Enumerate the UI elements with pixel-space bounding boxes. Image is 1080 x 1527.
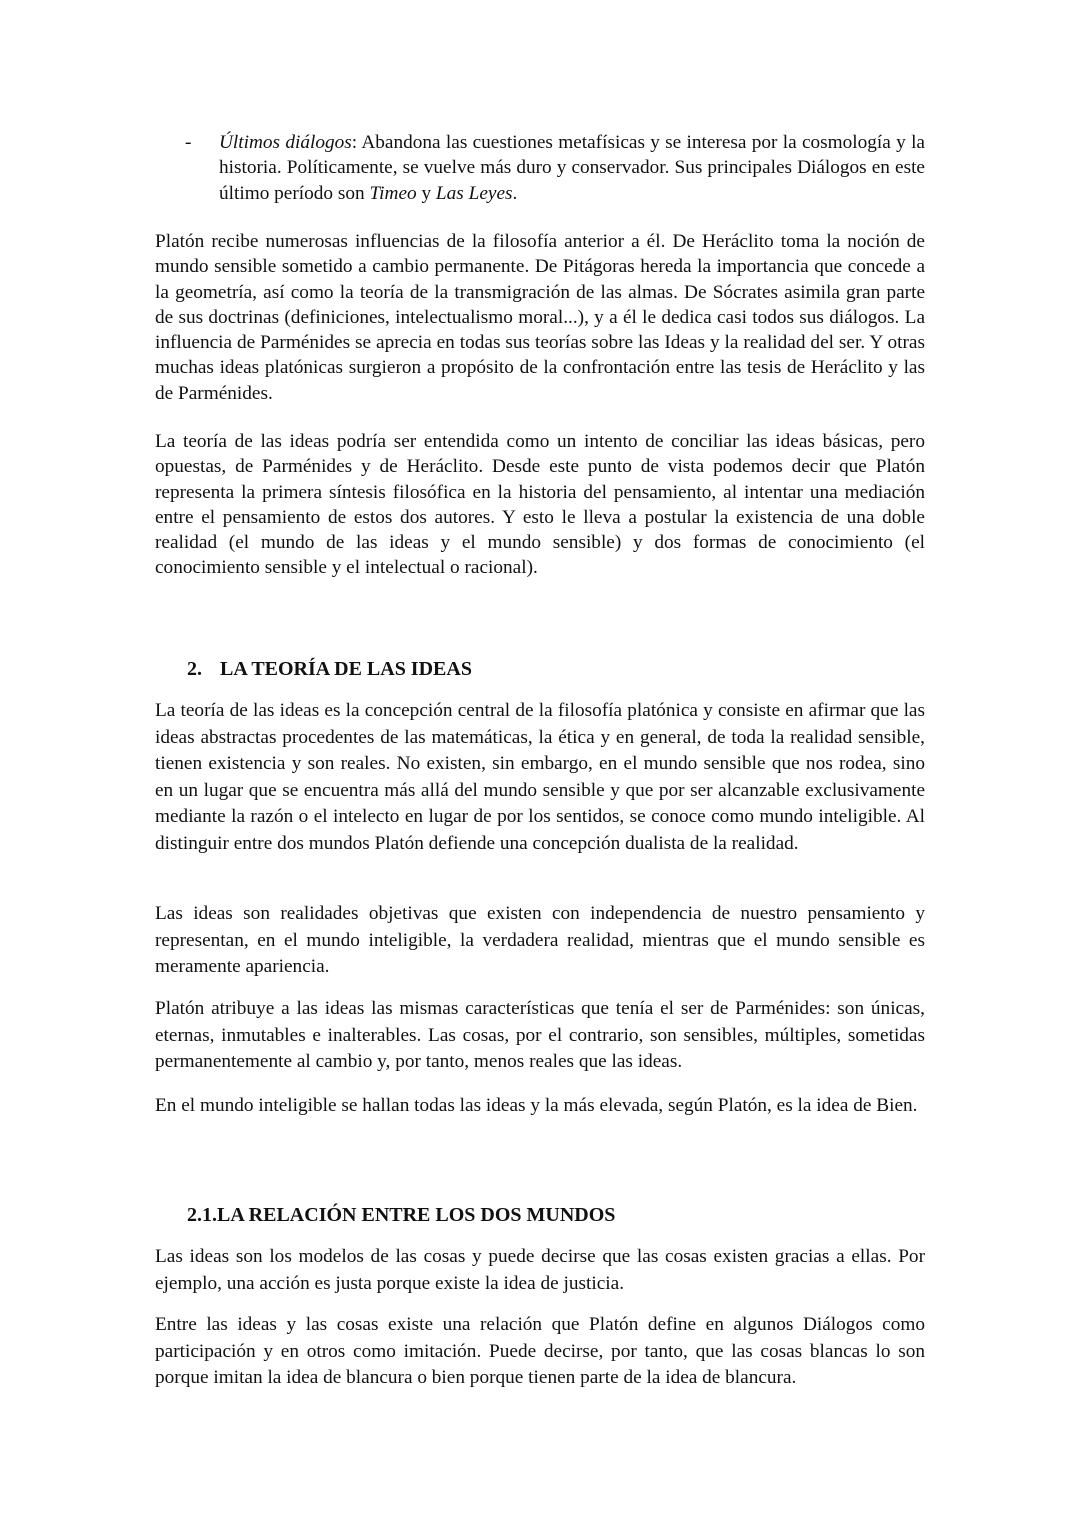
paragraph-influences: Platón recibe numerosas influencias de la filosofía anterior a él. De Heráclito toma la noción de mundo sensible sometido a cambio permanente. De Pitágoras hereda la importancia que concede a la geometría, así como la teoría de la transmigración de las almas. De Sócrates asimila gran parte de sus doctrinas (definiciones, intelectualismo moral...), y a él le dedica casi todos sus diálogos. La influencia de Parménides se aprecia en todas sus teorías sobre las Ideas y la realidad del ser. Y otras muchas ideas platónicas surgieron a propósito de la confrontación entre las tesis de Heráclito y las de Parménides. (155, 231, 925, 404)
section2-paragraph-3: Platón atribuye a las ideas las mismas características que tenía el ser de Parménides: son únicas, eternas, inmutables e inalterables. Las cosas, por el contrario, son sensibles, múltiples, sometidas permanentemente al cambio y, por tanto, menos reales que las ideas. (155, 998, 925, 1072)
section21-paragraph-1: Las ideas son los modelos de las cosas y puede decirse que las cosas existen gracias a ellas. Por ejemplo, una acción es justa porque existe la idea de justicia. (155, 1246, 925, 1294)
bullet-end: . (512, 182, 518, 204)
work-title-timeo: Timeo (369, 182, 417, 204)
section2-paragraph-2: Las ideas son realidades objetivas que existen con independencia de nuestro pensamiento y representan, en el mundo inteligible, la verdadera realidad, mientras que el mundo sensible es meramente apariencia. (155, 903, 925, 977)
bullet-item-last-dialogues (219, 130, 925, 206)
bullet-conj: y (416, 182, 436, 204)
section-heading-2 (187, 656, 472, 682)
section21-paragraph-2: Entre las ideas y las cosas existe una relación que Platón define en algunos Diálogos como participación y en otros como imitación. Puede decirse, por tanto, que las cosas blancas lo son porque imitan la idea de blancura o bien porque tienen parte de la idea de blancura. (155, 1314, 925, 1388)
section-title: LA TEORÍA DE LAS IDEAS (220, 658, 472, 680)
section2-paragraph-4: En el mundo inteligible se hallan todas las ideas y la más elevada, según Platón, es la idea de Bien. (155, 1095, 918, 1116)
paragraph-synthesis: La teoría de las ideas podría ser entendida como un intento de conciliar las ideas básicas, pero opuestas, de Parménides y de Heráclito. Desde este punto de vista podemos decir que Platón representa la primera síntesis filosófica en la historia del pensamiento, al intentar una mediación entre el pensamiento de estos dos autores. Y esto le lleva a postular la existencia de una doble realidad (el mundo de las ideas y el mundo sensible) y dos formas de conocimiento (el conocimiento sensible y el intelectual o racional). (155, 431, 925, 579)
bullet-term: Últimos diálogos (219, 132, 352, 153)
subsection-heading-2-1: 2.1.LA RELACIÓN ENTRE LOS DOS MUNDOS (187, 1204, 616, 1226)
bullet-text-a: : Abandona las cuestiones metafísicas y se interesa por la cosmología y la historia. Políticamente, se vuelve más duro y conservador. Sus principales Diálogos en este último período son (219, 132, 925, 204)
work-title-las-leyes: Las Leyes (435, 182, 513, 204)
section-number: 2. (187, 658, 202, 680)
section2-paragraph-1: La teoría de las ideas es la concepción central de la filosofía platónica y consiste en afirmar que las ideas abstractas procedentes de las matemáticas, la ética y en general, de toda la realidad sensible, tienen existencia y son reales. No existen, sin embargo, en el mundo sensible que nos rodea, sino en un lugar que se encuentra más allá del mundo sensible y que por ser alcanzable exclusivamente mediante la razón o el intelecto en lugar de por los sentidos, se conoce como mundo inteligible. Al distinguir entre dos mundos Platón defiende una concepción dualista de la realidad. (155, 700, 925, 854)
bullet-dash: - (185, 132, 192, 153)
